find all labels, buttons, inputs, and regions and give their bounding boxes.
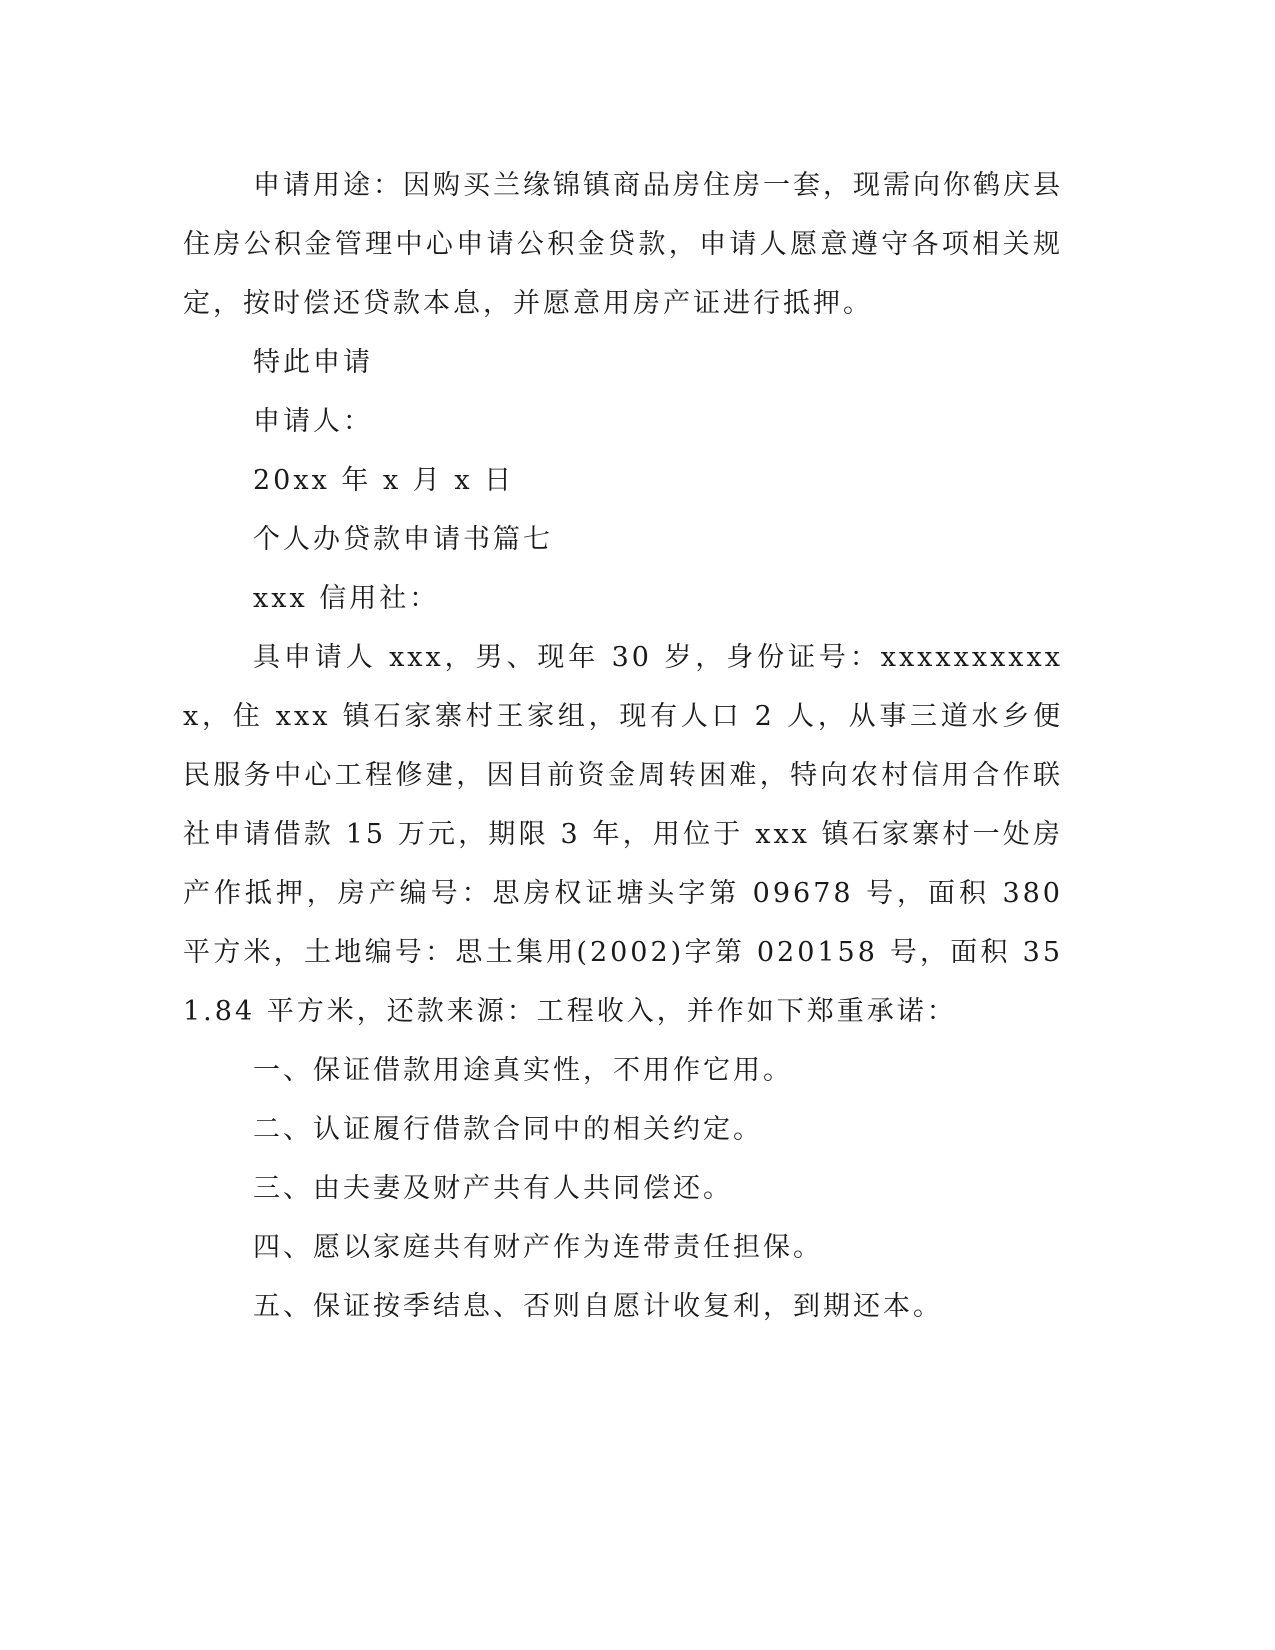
paragraph-purpose: 申请用途：因购买兰缘锦镇商品房住房一套，现需向你鹤庆县住房公积金管理中心申请公积金贷款，申请人愿意遵守各项相关规定，按时偿还贷款本息，并愿意用房产证进行抵押。: [183, 170, 1063, 319]
commitment-item: 二、认证履行借款合同中的相关约定。: [253, 1114, 763, 1145]
document-body: [183, 156, 1063, 1336]
paragraph-date: 20xx 年 x 月 x 日: [253, 465, 515, 496]
paragraph-body: 具申请人 xxx，男、现年 30 岁，身份证号：xxxxxxxxxxx，住 xxx 镇石家寨村王家组，现有人口 2 人，从事三道水乡便民服务中心工程修建，因目前资金周转困难，特向农村信用合作联社申请借款 15 万元，期限 3 年，用位于 xxx 镇石家寨村一处房产作抵押，房产编号：思房权证塘头字第 09678 号，面积 380 平方米，土地编号：思土集用(2002)字第 020158 号，面积 351.84 平方米，还款来源：工程收入，并作如下郑重承诺：: [183, 642, 1063, 1027]
section-title: 个人办贷款申请书篇七: [253, 524, 553, 555]
commitment-item: 五、保证按季结息、否则自愿计收复利，到期还本。: [253, 1291, 943, 1322]
paragraph-addressee: xxx 信用社：: [253, 583, 440, 614]
paragraph-closing: 特此申请: [253, 347, 373, 378]
commitment-item: 一、保证借款用途真实性，不用作它用。: [253, 1055, 793, 1086]
paragraph-applicant: 申请人：: [253, 406, 373, 437]
commitment-item: 四、愿以家庭共有财产作为连带责任担保。: [253, 1232, 823, 1263]
commitment-item: 三、由夫妻及财产共有人共同偿还。: [253, 1173, 733, 1204]
